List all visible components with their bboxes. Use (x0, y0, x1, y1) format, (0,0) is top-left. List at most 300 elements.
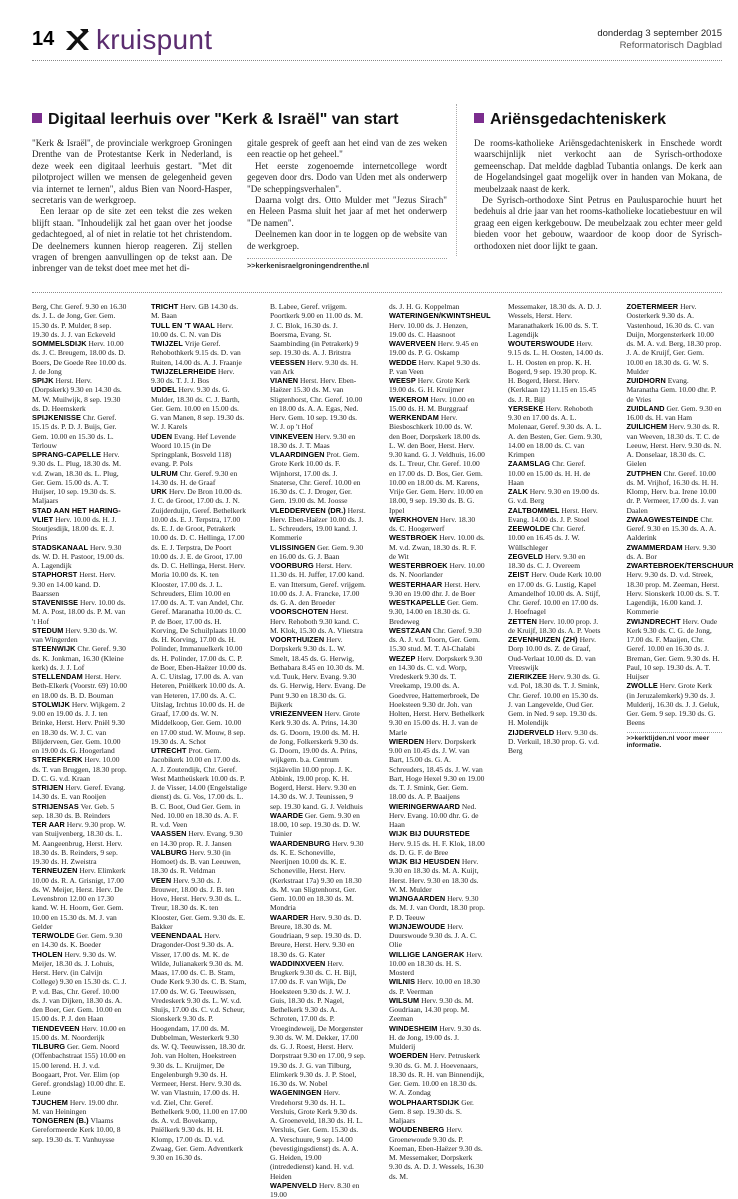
listing-details: Ger. Gem. 9.30 en 16.00 ds. G. J. Baan (270, 542, 364, 561)
listing-place: URK (151, 487, 168, 496)
listing-details: Herv. 9.30 ds. H. de Jong, 19.00 ds. J. Mulderij (389, 1023, 482, 1051)
listing-place: WILNIS (389, 977, 416, 987)
listing-entry (389, 561, 485, 580)
listing-details: Ger. Gem. 8 sep. 19.30 ds. S. Maljaars (389, 1097, 474, 1125)
listing-details: Herv. Petruskerk 9.30 ds. G. M. J. Hoevenaars, 18.30 ds. R. H. van Binnendijk, Ger. Gem. 10.00 en 18.30 ds. W. A. Zondag (389, 1051, 484, 1098)
listing-entry (389, 358, 485, 377)
listing-column-3 (270, 302, 366, 1199)
listing-place: VLAARDINGEN (270, 450, 325, 459)
listing-details: Herv. Brugkerk 9.30 ds. C. H. Bijl, 17.00 ds. F. van Wijk, De Hoeksteen 9.30 ds. J. W. J. Guis, 18.30 ds. P. Nagel, Bethelkerk 9.30 ds. A. Schroten, 17.00 ds. P. Vroegindeweij, De Morgenster 9.30 ds. W. M. Dekker, 17.00 ds. G. J. Roest, Herst. Herv. Dorpstraat 9.30 en 17.00, 9 sep. 19.30 ds. J. G. van Tilburg, Elimkerk 9.30 ds. J. P. Stoel, 16.30 ds. W. Nobel (270, 958, 366, 1088)
listing-entry (32, 1024, 128, 1043)
listing-place: SPIJK (32, 376, 54, 385)
listing-place: THOLEN (32, 949, 63, 959)
listing-entry (270, 376, 366, 432)
listing-details: Herv. Grote Kerk (in Jeruzalemkerk) 9.30 ds. J. Mulderij, 16.30 ds. J. J. Geluk, Ger. Gem. 9 sep. 19.30 ds. G. Beens (626, 681, 720, 728)
listing-entry (508, 672, 604, 728)
listing-place: WESTERHAAR (389, 579, 443, 589)
page-header (32, 22, 722, 60)
issue-date-block (597, 28, 722, 52)
listing-place: STELLENDAM (32, 672, 83, 681)
listing-entry (32, 1098, 128, 1117)
listing-entry (32, 413, 128, 450)
listing-place: WIERDEN (389, 736, 425, 746)
listing-place: ZALTBOMMEL (508, 505, 560, 515)
listing-entry (508, 459, 604, 487)
listing-details: Herv. 9.30 ds. M. Goudriaan, 14.30 prop. M. Zeeman (389, 995, 474, 1024)
listing-details: Herv. 9.30 ds. D. Breure, 18.30 ds. M. Goudriaan, 9 sep. 19.30 ds. D. Breure, Herst. Herv. 9.30 en 18.30 ds. G. Kater (270, 912, 362, 959)
listing-place: STAVENISSE (32, 598, 79, 607)
listing-entry (270, 358, 366, 377)
listing-entry (389, 654, 485, 737)
listing-details: Herv. 9.30 en 19.00 ds. G. v.d. Berg (508, 487, 600, 506)
listing-place: WOUTERSWOUDE (508, 339, 575, 348)
listing-place: SPRANG-CAPELLE (32, 450, 102, 459)
listing-details: Herv. 10.00 prop. J. de Kruijf, 18.30 ds. A. P. Voets (508, 616, 601, 635)
listing-details: Herv. 9.30 en 18.30 ds. J. T. Maas (270, 431, 356, 450)
listing-details: Herst. Herv. Beth-Elkerk (Voorstr. 69) 10.00 en 18.00 ds. B. D. Bouman (32, 672, 128, 700)
listing-details: Chr. Geref. 9.30 ds. K. Jonkman, 16.30 (Kleine kerk) ds. J. J. Lof (32, 644, 126, 672)
listing-place: WAPENVELD (270, 1180, 318, 1190)
listing-entry (32, 598, 128, 626)
listing-details: Vrije Geref. Rehobothkerk 9.15 ds. D. van Ruiten, 14.00 ds. A. J. Fraanje (151, 339, 242, 367)
listing-place: TRICHT (151, 302, 179, 311)
listing-place: ZUIDHORN (626, 376, 666, 385)
listing-details: Herv. 9.15 ds. H. F. Klok, 18.00 ds. D. G. F. de Bree (389, 838, 485, 857)
listing-details: Herv. 10.00 ds. T. van Bruggen, 18.30 prop. D. C. G. v.d. Kraan (32, 755, 127, 783)
listing-entry (508, 617, 604, 636)
listing-place: VOORTHUIZEN (270, 635, 325, 644)
listing-place: WIJNJEWOUDE (389, 921, 446, 931)
listing-entry (389, 598, 485, 626)
listing-details: Herv. 9.30 ds. K. E. Schoneville, Neerijnen 10.00 ds. K. E. Schoneville, Herst. Herv. (Kerkstraat 17a) 9.30 en 18.30 ds. M. van Sligtenhorst, Ger. Gem. 10.00 en 18.30 ds. M. Mondria (270, 838, 364, 913)
kruispunt-logo-icon (63, 26, 91, 54)
listing-entry (32, 506, 128, 543)
listing-entry (151, 487, 247, 746)
listing-place: WERKENDAM (389, 413, 439, 422)
listing-place: WILLIGE LANGERAK (389, 949, 465, 959)
listing-details: Ger. Gem. Noord (Offenbachstraat 155) 10.00 en 15.00 lerend. H. J. v.d. Boogaart, Prot. Ver. Elim (op Geref. grondslag) 10.00 dhr. E. Leune (32, 1042, 126, 1098)
listing-entry (627, 617, 723, 682)
listing-details: Berg, Chr. Geref. 9.30 en 16.30 ds. J. L. de Jong, Ger. Gem. 15.30 ds. P. Mulder, 8 sep. 19.30 ds. J. J. van Eckeveld (32, 302, 127, 339)
article-divider (456, 104, 457, 256)
listing-entry (389, 950, 485, 978)
listing-place: SPIJKENISSE (32, 413, 81, 422)
listing-entry (627, 302, 723, 376)
article-leerhuis-col1 (32, 138, 232, 275)
listing-entry (270, 1088, 366, 1181)
listing-entry (508, 728, 604, 756)
listing-place: VLEDDERVEEN (DR.) (270, 505, 346, 515)
listing-details: Herv. Oosterkerk 9.30 ds. A. Vastenhoud, 16.30 ds. C. van Duijn, Morgensterkerk 10.00 ds. M. A. v.d. Berg, 18.30 prop. J. A. de Kruijf, Ger. Gem. 10.00 en 18.30 ds. G. W. S. Mulder (626, 302, 722, 376)
listing-entry (389, 977, 485, 996)
listing-place: YERSEKE (508, 403, 544, 413)
listing-entry (151, 339, 247, 367)
listing-details: Herst. Herv. Eben-Haëzer 15.30 ds. M. van Sligtenhorst, Chr. Geref. 10.00 en 18.00 ds. A. A. Egas, Ned. Herv. Gem. 10 sep. 19.30 ds. W. J. op 't Hof (270, 376, 363, 432)
bullet-square-icon (32, 113, 42, 123)
listing-place: ZWAAGWESTEINDE (626, 514, 699, 524)
listing-entry (508, 339, 604, 404)
listing-entry (626, 561, 734, 617)
listing-place: TERWOLDE (32, 931, 75, 940)
listing-entry (32, 755, 128, 783)
listing-entry (389, 737, 485, 802)
listing-place: WAARDE (270, 810, 304, 820)
listing-entry (508, 506, 604, 525)
listing-details: Herv. 9.30 en 18.30 ds. M. A. Kuijt, Herst. Herv. 9.30 en 18.30 ds. W. M. Mulder (389, 857, 479, 894)
listing-place: ZUILICHEM (626, 422, 668, 432)
listing-details: Herv. Groenewoude 9.30 ds. P. Koeman, Eben-Haëzer 9.30 ds. M. Messemaker, Dorpskerk 9.30 ds. A. D. J. Wessels, 16.30 ds. M. (389, 1125, 484, 1181)
listing-entry (627, 543, 723, 562)
listing-entry (32, 450, 128, 506)
listing-details: Herv. 9.30 en 18.30 ds. C. J. Overeem (508, 551, 586, 570)
listing-details: ds. J. H. G. Koppelman (389, 302, 460, 311)
listing-details: Ger. Gem. 9.30, 14.00 en 18.30 ds. G. Bredeweg (389, 598, 479, 626)
listing-entry (151, 321, 247, 340)
listing-entry (32, 644, 128, 672)
listing-place: VRIEZENVEEN (270, 709, 323, 718)
bullet-square-icon (474, 113, 484, 123)
listing-place: WIJK BIJ DUURSTEDE (389, 829, 470, 839)
listing-entry (270, 450, 366, 506)
listing-entry (151, 385, 247, 431)
listing-entry (32, 376, 128, 413)
listing-place: UDDEL (151, 385, 177, 395)
listing-entry (389, 996, 485, 1024)
paragraph: gitale gesprek of geeft aan het eind van de zes weken een reactie op het geheel." (247, 138, 447, 160)
listing-place: WOUDENBERG (389, 1125, 445, 1135)
listing-details: Herv. 19.00 dhr. M. van Heiningen (32, 1097, 119, 1116)
listing-entry (270, 1181, 366, 1199)
listing-place: VOORBURG (270, 561, 314, 570)
listing-details: Herv. Grote Kerk 19.00 ds. G. H. Kruijmer (389, 376, 470, 395)
listing-place: STRIJEN (32, 783, 64, 792)
listing-entry (151, 302, 247, 321)
listing-details: Herv. 10.00 ds. N. Noorlander (389, 561, 485, 580)
listing-place: WOERDEN (389, 1051, 428, 1061)
listing-place: STADSKANAAL (32, 542, 89, 552)
listing-place: WATERINGEN/KWINTSHEUL (389, 311, 491, 321)
listing-details: Ned. Herv. Evang. 10.00 dhr. G. de Haan (389, 801, 479, 829)
listing-place: TULL EN 'T WAAL (151, 320, 215, 330)
listing-place: WIERINGERWAARD (389, 801, 460, 811)
listing-entry (270, 913, 366, 959)
listing-place: SOMMELSDIJK (32, 339, 87, 348)
listing-entry (389, 1024, 485, 1052)
listing-place: WESTBROEK (389, 533, 438, 543)
listing-place: ZETTEN (508, 616, 537, 626)
listing-details: Herv. Geref. Evang. 14.30 ds. E. van Rooijen (32, 783, 126, 802)
more-info-link[interactable]: >>kerktijden.nl voor meer informatie. (627, 732, 723, 749)
listing-entry (627, 515, 723, 543)
listing-entry (389, 395, 485, 414)
listing-place: ZEEWOLDE (508, 524, 551, 533)
listing-entry (32, 626, 128, 645)
listing-place: WILSUM (389, 995, 420, 1005)
listing-place: VEESSEN (270, 357, 306, 367)
listing-details: Chr. Geref. 15.15 ds. P. D. J. Buijs, Ger. Gem. 10.00 en 15.30 ds. L. Terlouw (32, 413, 117, 450)
listing-details: Prot. Gem. Grote Kerk 10.00 ds. F. Wijnhorst, 17.00 ds. J. Snaterse, Chr. Geref. 10.00 en 16.30 ds. C. J. Droger, Ger. Gem. 19.00 ds. M. Joosse (270, 450, 361, 506)
listing-entry (151, 931, 247, 1162)
listing-place: STEDUM (32, 625, 64, 635)
listing-place: WINDESHEIM (389, 1023, 438, 1033)
paragraph: De Syrisch-orthodoxe Sint Petrus en Paulusparochie huurt het bedehuis al drie jaar van het rooms-katholieke locatiebestuur en wil graag een eigen kerkgebouw. De meubelzaak zou echter meer geld bieden voor het gebouw, waardoor de koop door de Syrisch-orthodoxen niet door lijkt te gaan. (474, 195, 722, 251)
listing-place: ZIJDERVELD (508, 727, 555, 737)
listing-place: WEZEP (389, 653, 416, 663)
listing-entry (508, 570, 604, 616)
listing-details: Herv. Kapel 9.30 ds. P. van Veen (389, 357, 481, 376)
listing-details: Herv. 10.00 en 15.00 ds. M. Noorderijk (32, 1023, 126, 1042)
issue-date: donderdag 3 september 2015 (597, 28, 722, 39)
listing-entry (389, 311, 491, 339)
listing-details: Herv. 9.30 ds. J. Brouwer, 18.00 ds. J. B. ten Hove, Herst. Herv. 9.30 ds. L. Treur, 18.30 ds. K. ten Klooster, Ger. Gem. 9.30 ds. E. Bakker (151, 875, 246, 931)
listing-entry (627, 404, 723, 423)
listing-place: ZOETERMEER (626, 302, 679, 311)
listing-entry (151, 876, 247, 932)
listing-details: Herv. Biesboschkerk 10.00 ds. W. den Boer, Dorpskerk 18.00 ds. L. W. den Boer, Herst. Herv. 9.30 kand. G. J. Veldhuis, 16.00 ds. L. Treur, Chr. Geref. 10.00 en 17.00 ds. D. Bos, Ger. Gem. 10.00 en 18.00 ds. M. Karens, Vrije Ger. Gem. Herv. 10.00 en 18.00, 9 sep. 19.30 ds. B. G. Ippel (389, 413, 485, 515)
listing-place: WIJNGAARDEN (389, 894, 446, 903)
listing-details: Herv. 9.30 (in Homoet) ds. B. van Leeuwen, 18.30 ds. R. Veldman (151, 847, 241, 876)
listing-details: Herv. Evang. 9.30 en 14.30 prop. R. J. Jansen (151, 829, 243, 848)
listing-place: ZEGVELD (508, 551, 544, 561)
listing-place: ZWAMMERDAM (626, 542, 683, 552)
listing-details: Herv. 9.30 ds. L. Plug, 18.30 ds. M. v.d. Zwan, 18.30 ds. L. Plug, Ger. Gem. 15.00 ds. A. T. Huijser, 10 sep. 19.30 ds. S. Maljaars (32, 450, 121, 506)
listing-entry (151, 367, 247, 386)
listing-entry (627, 376, 723, 404)
listing-details: Ger. Gem. 9.30 en 14.30 ds. K. Boeder (32, 931, 123, 950)
listing-place: VLISSINGEN (270, 542, 316, 552)
listing-details: Herv. Dorpskerk 9.00 en 10.45 ds. J. W. van Bart, 15.00 ds. G. A. Schreuders, 18.45 ds. J. W. van Bart, Hoge Hexel 9.30 en 19.00 ds. T. J. Smink, Ger. Gem. 18.00 ds. A. P. Baaijens (389, 736, 485, 802)
listing-place: VOORSCHOTEN (270, 607, 329, 617)
listing-entry (389, 302, 485, 311)
listing-entry (151, 848, 247, 876)
listing-entry (32, 1116, 128, 1144)
listing-details: Chr. Geref. 10.00 en 15.00 ds. H. H. de Haan (508, 459, 591, 487)
listing-details: Herst. Herv. Rehoboth 9.30 kand. C. M. Klok, 15.30 ds. A. Vlietstra (270, 607, 363, 635)
paragraph: Daarna volgt drs. Otto Mulder met "Jezus Sirach" en Heleen Pasma sluit het jaar af met het onderwerp "De namen". (247, 195, 447, 228)
listing-details: Herv. 9.30 ds. A. Bor (626, 542, 716, 561)
listing-entry (389, 802, 485, 830)
listing-place: ZWIJNDRECHT (626, 616, 681, 626)
listing-entry (270, 506, 366, 543)
listing-details: Chr. Geref. 9.30 en 14.30 ds. H. de Graaf (151, 468, 238, 487)
listing-place: TIENDEVEEN (32, 1023, 80, 1033)
listing-entry (389, 339, 485, 358)
listing-details: Herv. 9.15 ds. L. H. Oosten, 14.00 ds. L. H. Oosten en prop. K. H. Bogerd, 9 sep. 19.30 prop. K. H. Bogerd, Herst. Herv. (Kerklaan 12) 11.15 en 15.45 ds. J. R. Bijl (508, 339, 604, 404)
listing-entry (32, 339, 128, 376)
listing-details: Herv. Rehoboth 9.30 en 17.00 ds. A. L. Molenaar, Geref. 9.30 ds. A. L. A. den Besten, Ger. Gem. 9.30, 14.00 en 18.00 ds. C. van Krimpen (508, 403, 602, 459)
listing-details: Herst. Herv. Evang. 14.00 ds. J. P. Stoel (508, 505, 598, 524)
listing-entry (32, 543, 128, 571)
listing-entry (389, 829, 485, 857)
article-ariens-body (474, 138, 722, 252)
listing-entry (270, 302, 366, 358)
listing-column-5 (508, 302, 734, 1062)
paragraph: "Kerk & Israël", de provinciale werkgroep Groningen Drenthe van de Protestantse Kerk in Nederland, is deze week een digitaal leerhuis gestart. "Met dit pilotproject willen we mensen de gelegenheid geven via internet te lernen", aldus Bien van Noord-Hasper, secretaris van de werkgroep. (32, 138, 232, 206)
listing-entry (270, 635, 366, 709)
listing-details: Vlaams Gereformeerde Kerk 10.00, 8 sep. 19.30 ds. T. Vanhuysse (32, 1116, 121, 1144)
listing-place: TWIJZELERHEIDE (151, 366, 217, 376)
listing-details: Herv. 9.30 ds. R. van Weeven, 18.30 ds. T. C. de Leeuw, Herst. Herv. 9.30 ds. N. A. Donselaar, 18.30 ds. C. Gielen (626, 422, 722, 469)
listing-details: Chr. Geref. 9.30 ds. A. J. v.d. Toorn, Ger. Gem. 15.30 stud. M. T. Al-Chalabi (389, 625, 482, 654)
listing-entry (32, 866, 128, 931)
listing-entry (508, 404, 604, 460)
listing-entry (270, 959, 366, 1089)
listing-place: TERNEUZEN (32, 866, 78, 876)
article-ariens-title-text: Ariënsgedachteniskerk (490, 111, 667, 128)
listing-entry (508, 524, 604, 552)
listing-details: Herv. Dorpskerk 9.30 ds. L. W. Smelt, 18.45 ds. G. Herwig, Bethabara 8.45 en 10.30 ds. M. v.d. Tuuk, Herv. Evang. 9.30 ds. G. Herwig, Herv. Evang. De Punt 9.30 en 18.30 ds. G. Bijkerk (270, 635, 366, 709)
listing-entry (508, 487, 604, 506)
listing-details: Ger. Gem. 9.30 en 18.00, 10 sep. 19.30 ds. D. W. Tuinier (270, 810, 361, 839)
listing-details: Messemaker, 18.30 ds. A. D. J. Wessels, Herst. Herv. Maranathakerk 16.00 ds. S. T. Lagendijk (508, 302, 602, 339)
listing-place: WIJK BIJ HEUSDEN (389, 857, 460, 866)
listing-details: Prot. Gem. Jacobikerk 10.00 en 17.00 ds. A. J. Zoutendijk, Chr. Geref. West Mattheüskerk 10.00 ds. P. J. de Visser, 14.00 (Engelstalige dienst) ds. G. Vos, 17.00 ds. L. B. C. Boot, Oud Ger. Gem. in Ned. 10.00 en 18.30 ds. A. F. R. v.d. Veen (151, 746, 247, 829)
listing-details: Herv. 9.30 ds. G. v.d. Pol, 18.30 ds. T. J. Smink, Chr. Geref. 10.00 en 15.30 ds. J. van Langevelde, Oud Ger. Gem. in Ned. 9 sep. 19.30 ds. H. Molendijk (508, 672, 600, 728)
listing-details: Herv. 9.30 ds. W. D. H. Pastoor, 19.00 ds. A. Lagendijk (32, 542, 124, 570)
listing-details: Herv. Oude Kerk 9.30 ds. C. G. de Jong, 17.00 ds. F. Maaijen, Chr. Geref. 10.00 en 16.30 ds. J. Breman, Ger. Gem. 9.30 ds. H. Paul, 10 sep. 19.30 ds. A. T. Huijser (626, 616, 720, 681)
listing-entry (389, 626, 485, 654)
listing-details: Evang. Hef Levende Woord 10.15 (in De Springplank, Bosveld 118) evang. P. Pols (151, 431, 236, 469)
listing-details: Herv. Dorpskerk 9.30 en 14.30 ds. C. v.d. Worp, Vredeskerk 9.30 ds. T. Vreekamp, 19.00 ds. A. Goedvree, Hattemerbroek, De Hoeksteen 9.30 dr. Joh. van Holten, Herst. Herv. Bethelkerk 9.30 en 15.00 ds. H. J. van de Marle (389, 653, 485, 737)
listing-entry (389, 533, 485, 561)
page-number: 14 (32, 28, 55, 50)
article-leerhuis (32, 110, 447, 274)
listing-details: Ger. Gem. 9.30 en 16.00 ds. H. van Ham (626, 403, 722, 422)
listing-entry (32, 802, 128, 821)
paragraph: Deelnemen kan door in te loggen op de website van de werkgroep. (247, 229, 447, 251)
listing-place: WESTKAPELLE (389, 598, 446, 607)
listing-place: TONGEREN (B.) (32, 1116, 89, 1125)
paragraph: Het eerste zogenoemde internetcollege wordt gegeven door drs. Dodo van Uden met als onderwerp "De scheppingsverhalen". (247, 160, 447, 194)
listing-place: STRIJENSAS (32, 801, 79, 811)
listing-entry (32, 1042, 128, 1098)
listing-entry (151, 746, 247, 829)
listing-place: WEDDE (389, 357, 417, 367)
listing-details: Herv. Elimkerk 10.00 ds. R. A. Grisnigt, 17.00 ds. W. Meijer, Herst. Herv. De Levensbron 12.00 en 17.30 kand. W. H. Hoorn, Ger. Gem. 10.00 en 15.30 ds. M. J. van Gelder (32, 866, 126, 931)
listing-details: Ver. Geb. 5 sep. 18.30 ds. B. Reinders (32, 801, 115, 820)
listing-place: STEENWIJK (32, 644, 76, 654)
listing-details: Chr. Geref. 10.00 en 16.45 ds. J. W. Wüllschleger (508, 524, 586, 552)
listing-entry (32, 672, 128, 700)
listing-place: ULRUM (151, 468, 178, 478)
listing-details: Herv. 10.00 en 18.30 ds. P. Veerman (389, 977, 480, 996)
article-leerhuis-col2 (247, 138, 447, 270)
listing-details: Herv. 9.30 ds. D. v.d. Streek, 18.30 prop. M. Zeeman, Herst. Herv. Sionskerk 10.00 ds. S. T. Lagendijk, 16.00 kand. J. Kommerie (626, 570, 720, 617)
listing-details: Herv. 10.00 ds. H. J. Stoutjesdijk, 18.00 ds. E. J. Prins (32, 514, 117, 543)
listing-place: UTRECHT (151, 746, 187, 755)
listing-details: Herv. Grote Kerk 9.30 ds. A. Prins, 14.30 ds. G. Doorn, 19.00 ds. M. H. de Jong, Folkerskerk 9.30 ds. G. Doorn, 19.00 ds. A. Prins, wijkgem. b.a. Centrum Stjäävelin 10.00 prop. J. K. Abbink, 19.00 prop. K. H. Bogerd, Herst. Herv. 9.30 en 14.30 ds. W. J. Teunissen, 9 sep. 19.30 kand. G. J. Veldhuis (270, 709, 363, 811)
listing-details: Herst. Herv. (Dorpskerk) 9.30 en 14.30 ds. M. W. Muilwijk, 8 sep. 19.30 ds. D. Heemskerk (32, 376, 122, 413)
listing-details: Herv. De Bron 10.00 ds. J. C. de Groot, 17.00 ds. J. N. Zuijderduijn, Geref. Bethelkerk 10.00 ds. E. J. Terpstra, 17.00 ds. E. J. de Groot, Petrakerk 10.00 ds. D. C. Hellinga, 17.00 ds. E. J. Terpstra, De Poort 10.00 ds. J. E. de Groot, 17.00 ds. D. C. Hellinga, Herst. Herv. Moria 10.00 ds. K. ten Klooster, 17.00 ds. J. L. Schreuders, Elim 10.00 en 17.00 ds. A. T. van Andel, Chr. Geref. Maranatha 10.00 ds. C. P. de Boer, 17.00 ds. H. Korving, De Schuilplaats 10.00 ds. H. Korving, 17.00 ds. H. Polinder, Immanuelkerk 10.00 ds. H. Polinder, 17.00 ds. C. P. de Boer, Eben-Haëzer 10.00 ds. A. C. Uitslag, 17.00 ds. A. van Heteren, Pniëlkerk 10.00 ds. A. van Heteren, 17.00 ds. A. C. Uitslag, Irchtus 10.00 ds. H. de Graaf, 17.00 ds. W. N. Middelkoop, Ger. Gem. 10.00 en 17.00 stud. W. Mouw, 8 sep. 19.30 ds. A. Schot (151, 487, 247, 746)
listing-details: Evang. Maranatha Gem. 10.00 dhr. P. de Vries (626, 376, 717, 404)
listing-entry (32, 931, 128, 950)
listing-place: ZEVENHUIZEN (ZH) (508, 635, 578, 644)
listing-details: Chr. Geref. 9.30 en 15.30 ds. A. A. Aalderink (626, 514, 717, 543)
listing-entry (151, 432, 247, 469)
listing-details: Herv. 9.30 ds. W. Meijer, 18.30 ds. J. Lohuis, Herst. Herv. (in Calvijn College) 9.30 en 15.30 ds. C. J. P. v.d. Bas, Chr. Geref. 10.00 ds. J. van Dijken, 18.30 ds. A. den Boer, Ger. Gem. 10.00 en 15.00 ds. P. J. den Haan (32, 949, 127, 1024)
listing-entry (627, 469, 723, 515)
listing-place: TILBURG (32, 1042, 66, 1051)
listing-place: ZAAMSLAG (508, 459, 551, 469)
listing-place: STOLWIJK (32, 699, 70, 709)
listing-entry (389, 515, 485, 534)
listing-entry (389, 857, 485, 894)
listing-details: Herv. 8.30 en 19.00 (270, 1180, 360, 1199)
listing-place: ZUTPHEN (626, 468, 662, 478)
listing-details: Herv. 9.30 ds. T. J. J. Bos (151, 366, 235, 385)
listing-column-4 (389, 302, 491, 1181)
listing-details: Herv. Wijkgem. 2 9.00 en 19.00 ds. J. J. ten Brinke, Herst. Herv. Pniël 9.30 en 18.30 ds. W. J. C. van Blijderveen, Ger. Gem. 10.00 en 19.00 ds. G. Hoogerland (32, 699, 126, 755)
listing-entry (151, 829, 247, 848)
listing-place: TWIJZEL (151, 339, 183, 348)
listing-place: VALBURG (151, 847, 188, 857)
listing-entry (389, 922, 485, 950)
listing-details: Herv. Dragonder-Oost 9.30 ds. A. Visser, 17.00 ds. M. K. de Wilde, Julianakerk 9.30 ds. M. Maas, 17.00 ds. C. B. Stam, Oude Kerk 9.30 ds. C. B. Stam, 17.00 ds. W. G. Teeuwissen, Vredeskerk 9.30 ds. L. W. v.d. Sluijs, 17.00 ds. C. v.d. Scheur, Sionskerk 9.30 ds. P. Hoogendam, 17.00 ds. M. Dubbelman, Westerkerk 9.30 ds. W. Q. Teeuwissen, 18.30 dr. Joh. van Holten, Hoekstreen 9.30 ds. L. Kruijmer, De Engelenburgh 9.30 ds. H. Vermeer, Herst. Herv. 9.30 ds. W. van Vlastuin, 17.00 ds. H. v.d. Ziel, Chr. Geref. Bethelkerk 9.00, 11.00 en 17.00 ds. A. v.d. Bovekamp, Pniëlkerk 9.30 ds. H. H. Klomp, 17.00 ds. D. v.d. Zwaag, Ger. Gem. Adventkerk 9.30 en 16.30 ds. (151, 931, 247, 1162)
paragraph: Een leraar op de site zet een tekst die zes weken blijft staan. "Inhoudelijk zal het gaan over het joodse gedachtegoed, al of niet in relatie tot het christendom. De deelnemers kunnen hierop reageren. Zij stellen vragen of brengen aanvullingen op de tekst aan. De inbrenger van de tekst doet mee met het di- (32, 206, 232, 274)
listing-place: WAARDER (270, 912, 309, 922)
listing-entry (389, 894, 485, 922)
listing-entry (389, 580, 485, 599)
listing-details: Herv. 10.00 ds. M. v.d. Zwan, 18.30 ds. R. F. de Wit (389, 533, 485, 561)
listing-details: Herv. 10.00 en 18.30 ds. H. S. Mosterd (389, 949, 483, 977)
website-link[interactable]: >>kerkenisraelgroningendrenthe.nl (247, 258, 447, 270)
listing-place: WAVERVEEN (389, 339, 436, 348)
listing-details: Herv. Vredehorst 9.30 ds. H. L. Versluis, Grote Kerk 9.30 ds. A. Groeneveld, 18.30 ds. H. L. Versluis, Ger. Gem. 15.30 ds. A. Verschuure, 9 sep. 14.00 (bevestigingsdienst) ds. A. A. G. Heiden, 19.00 (intrededienst) kand. H. v.d. Heiden (270, 1088, 363, 1181)
listing-entry (270, 839, 366, 913)
paragraph: De rooms-katholieke Ariënsgedachteniskerk in Enschede wordt waarschijnlijk niet verkocht aan de Syrisch-orthodoxe gemeenschap. Dat meldde dagblad Tubantia onlangs. De kerk aan de Hogelandsingel gaat mogelijk over in handen van Mokana, de meubelzaak naast de kerk. (474, 138, 722, 194)
listing-entry (32, 950, 128, 1024)
listing-details: Herv. 9.30 ds. W. van Wingerden (32, 625, 118, 644)
listing-details: Herv. 9.45 en 19.00 ds. P. G. Oskamp (389, 339, 479, 358)
listing-place: WESTZAAN (389, 625, 432, 635)
listing-column-2 (151, 302, 247, 1162)
listing-place: ZEIST (508, 570, 530, 580)
listing-details: Herv. 9.30 ds. M. J. van Oordt, 18.30 prop. P. D. Teeuw (389, 894, 485, 922)
listing-place: VINKEVEEN (270, 431, 314, 441)
listing-place: TJUCHEM (32, 1097, 68, 1107)
listing-entry (270, 543, 366, 562)
listing-details: Herst. Herv. 11.30 ds. H. Juffer, 17.00 kand. E. van Ittersum, Geref. vrijgem. 10.00 ds. J. A. Francke, 17.00 ds. G. A. den Broeder (270, 561, 366, 607)
listing-details: Herv. Duurswoude 9.30 ds. J. A. C. Olie (389, 921, 477, 950)
listing-details: Herv. 10.00 ds. J. C. Breugem, 18.00 ds. D. Boers, De Goede Ree 10.00 ds. J. de Jong (32, 339, 127, 376)
listing-place: WADDINXVEEN (270, 958, 326, 968)
listing-place: ZWOLLE (626, 681, 658, 691)
listing-details: Herv. 10.00 en 15.00 ds. H. M. Burggraaf (389, 394, 475, 413)
listing-place: UDEN (151, 431, 173, 441)
listing-details: Herv. 10.00 ds. M. A. Post, 18.00 ds. P. M. van 't Hof (32, 598, 126, 626)
listing-entry (32, 700, 128, 756)
listing-details: Herv. 9.30 ds. D. Verkuil, 18.30 prop. G. v.d. Berg (508, 727, 600, 755)
listing-place: VIANEN (270, 376, 299, 385)
newspaper-name: Reformatorisch Dagblad (619, 40, 722, 51)
header-rule (32, 60, 722, 61)
listing-details: Herv. 9.30 ds. H. van Ark (270, 357, 359, 376)
section-rule (32, 292, 722, 293)
listing-column-1 (32, 302, 128, 1144)
listing-place: WEESP (389, 376, 416, 385)
listing-entry (627, 681, 723, 727)
listing-place: ZIERIKZEE (508, 672, 548, 681)
listing-entry (32, 820, 128, 866)
listing-entry (270, 811, 366, 839)
listing-place: WEKEROM (389, 394, 429, 404)
listing-details: Herv. Dorp 10.00 ds. Z. de Graaf, Oud-Verlaat 10.00 ds. D. van Vreeswijk (508, 635, 596, 672)
listing-place: STAPHORST (32, 570, 78, 580)
listing-place: ZWARTEBROEK/TERSCHUUR (626, 561, 734, 570)
listing-entry (627, 422, 723, 468)
listing-place: VEEN (151, 875, 172, 885)
listing-details: Herv. 9.30 ds. G. Mulder, 18.30 ds. C. J. Barth, Ger. Gem. 10.00 en 15.00 ds. G. van Manen, 8 sep. 19.30 ds. W. J. Karels (151, 385, 245, 432)
